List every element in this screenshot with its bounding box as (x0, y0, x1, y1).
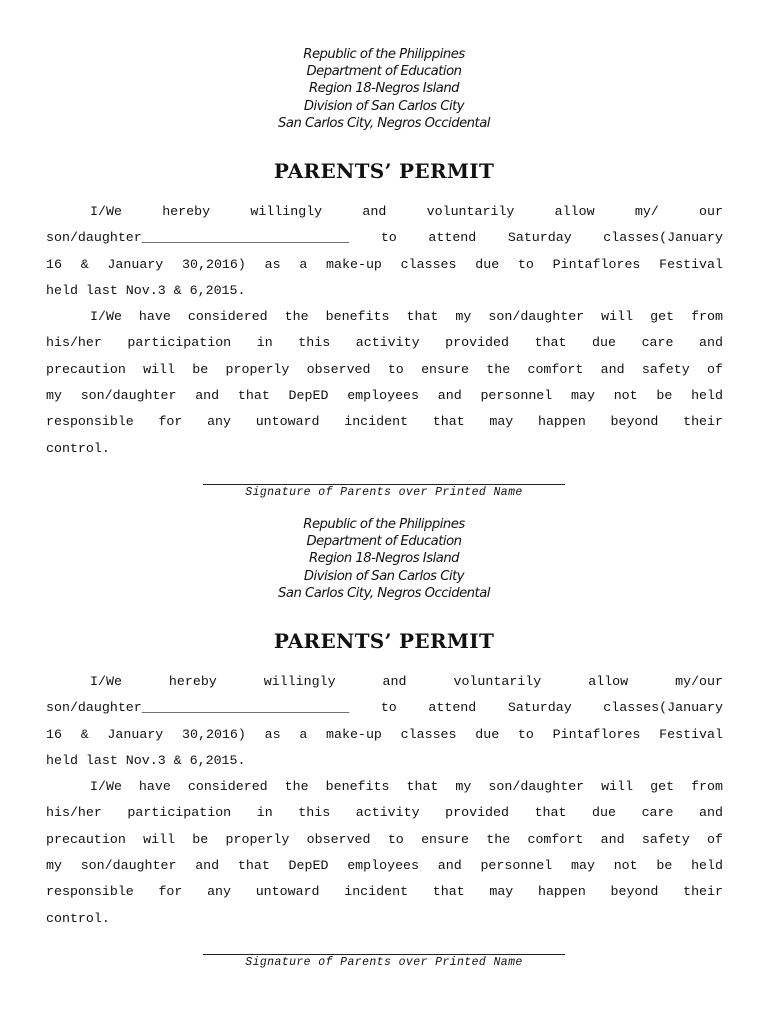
body-line: his/her participation in this activity provided that due care and (46, 805, 723, 821)
body-line: 16 & January 30,2016) as a make-up classes due to Pintaflores Festival (46, 256, 723, 272)
body-line: control. (46, 910, 110, 926)
body-line: my son/daughter and that DepED employees and personnel may not be held (46, 388, 723, 404)
signature-line (203, 944, 565, 955)
parents-permit-1 (0, 46, 768, 499)
signature-block (0, 944, 768, 969)
letterhead (0, 46, 768, 132)
permit-title: PARENTS’ PERMIT (273, 159, 495, 184)
letterhead (0, 516, 768, 602)
body-line: precaution will be properly observed to ensure the comfort and safety of (46, 831, 723, 847)
body-line: held last Nov.3 & 6,2015. (46, 282, 246, 298)
body-line: precaution will be properly observed to ensure the comfort and safety of (46, 361, 723, 377)
body-line: his/her participation in this activity provided that due care and (46, 335, 723, 351)
letterhead-line: Region 18-Negros Island (308, 81, 460, 97)
permit-title: PARENTS’ PERMIT (273, 629, 495, 654)
letterhead-line: Region 18-Negros Island (308, 551, 460, 567)
body-line: held last Nov.3 & 6,2015. (46, 752, 246, 768)
letterhead-line: Republic of the Philippines (303, 517, 465, 532)
body-line: my son/daughter and that DepED employees and personnel may not be held (46, 858, 723, 874)
body-line: responsible for any untoward incident that may happen beyond their (46, 884, 723, 900)
letterhead-line: Division of San Carlos City (303, 568, 465, 584)
signature-caption: Signature of Parents over Printed Name (245, 486, 523, 499)
parents-permit-2 (0, 516, 768, 969)
body-line: son/daughter__________________________ to attend Saturday classes(January (46, 230, 723, 246)
body-line: control. (46, 440, 110, 456)
letterhead-line: Republic of the Philippines (303, 47, 465, 62)
body-line: 16 & January 30,2016) as a make-up classes due to Pintaflores Festival (46, 726, 723, 742)
letterhead-line: Department of Education (306, 534, 462, 550)
permit-body (46, 669, 723, 932)
body-line: I/We hereby willingly and voluntarily allow my/ our (90, 204, 723, 219)
letterhead-line: Department of Education (306, 64, 462, 80)
permit-body (46, 199, 723, 462)
letterhead-line: San Carlos City, Negros Occidental (278, 115, 490, 131)
body-line: I/We have considered the benefits that my son/daughter will get from (90, 309, 723, 325)
signature-caption: Signature of Parents over Printed Name (245, 956, 523, 969)
letterhead-line: San Carlos City, Negros Occidental (278, 585, 490, 601)
body-line: I/We have considered the benefits that my son/daughter will get from (90, 779, 723, 795)
letterhead-line: Division of San Carlos City (303, 98, 465, 114)
body-line: responsible for any untoward incident that may happen beyond their (46, 414, 723, 430)
body-line: I/We hereby willingly and voluntarily allow my/our (90, 674, 723, 689)
body-line: son/daughter__________________________ to attend Saturday classes(January (46, 700, 723, 716)
signature-line (203, 474, 565, 485)
signature-block (0, 474, 768, 499)
